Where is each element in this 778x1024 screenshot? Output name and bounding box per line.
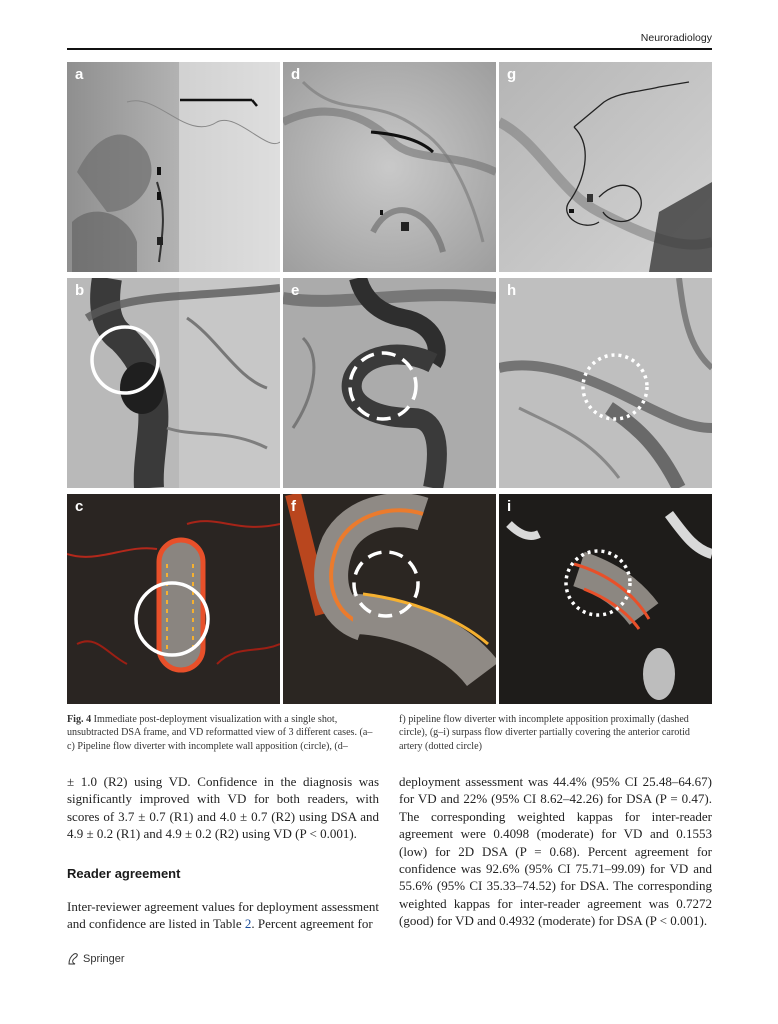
figure-label: Fig. 4 [67,714,92,725]
panel-label: g [507,66,517,83]
caption-text: f) pipeline flow diverter with incomplete apposition proximally (dashed circle), (g–i) surpass flow diverter partially covering the anterior carotid artery (dotted circle) [399,714,690,752]
paragraph-text: Inter-reviewer agreement values for deployment assessment and confidence are listed in Table [67,899,379,932]
angiogram-image [283,62,496,272]
publisher-footer [67,952,125,965]
vd-reformat-image [283,494,496,704]
figure-panel-i [499,494,712,704]
figure-caption-right [399,713,712,753]
header-rule [67,48,712,50]
journal-name: Neuroradiology [640,32,712,44]
figure-panel-a [67,62,280,272]
vd-reformat-image [67,494,280,704]
figure-panel-f [283,494,496,704]
angiogram-image [499,278,712,488]
angiogram-image [67,62,280,272]
angiogram-image [283,278,496,488]
panel-label: h [507,282,517,299]
panel-label: f [291,498,296,515]
panel-label: a [75,66,84,83]
body-paragraph: ± 1.0 (R2) using VD. Confidence in the diagnosis was significantly improved with VD for both readers, with scores of 3.7 ± 0.7 (R1) and 4.0 ± 0.7 (R2) using DSA and 4.9 ± 0.2 (R1) and 4.9 ± 0.2 (R2) using VD (P < 0.001). [67,774,379,842]
table-link[interactable]: 2 [244,916,252,932]
paragraph-text: . Percent agreement for [251,916,373,932]
panel-label: d [291,66,301,83]
figure-panel-b [67,278,280,488]
caption-text: Immediate post-deployment visualization with a single shot, unsubtracted DSA frame, and VD reformatted view of 3 different cases. (a–c) Pipeline flow diverter with incomplete wall apposition (circle), (d– [67,714,373,752]
panel-label: i [507,498,512,515]
body-paragraph: deployment assessment was 44.4% (95% CI 25.48–64.67) for VD and 22% (95% CI 8.62–42.26) for DSA (P = 0.47). The corresponding weighted kappas for inter-reader agreement were 0.4098 (moderate) for VD and 0.1553 (low) for 2D DSA (P = 0.68). Percent agreement for confidence was 92.6% (95% CI 75.71–99.09) for VD and 55.6% (95% CI 35.33–74.52) for DSA. The corresponding weighted kappas for inter-reader agreement was 0.7272 (good) for VD and 0.4932 (moderate) for DSA (P < 0.001). [399,774,712,929]
publisher-name: Springer [83,952,125,965]
panel-label: b [75,282,85,299]
figure-panel-c [67,494,280,704]
figure-caption-left [67,713,377,753]
body-paragraph [67,898,379,933]
panel-label: e [291,282,300,299]
vd-reformat-image [499,494,712,704]
figure-panel-e [283,278,496,488]
figure-panel-g [499,62,712,272]
panel-label: c [75,498,84,515]
springer-horse-icon [67,952,79,965]
angiogram-image [67,278,280,488]
figure-panel-d [283,62,496,272]
section-heading: Reader agreement [67,866,181,881]
angiogram-image [499,62,712,272]
figure-panel-h [499,278,712,488]
